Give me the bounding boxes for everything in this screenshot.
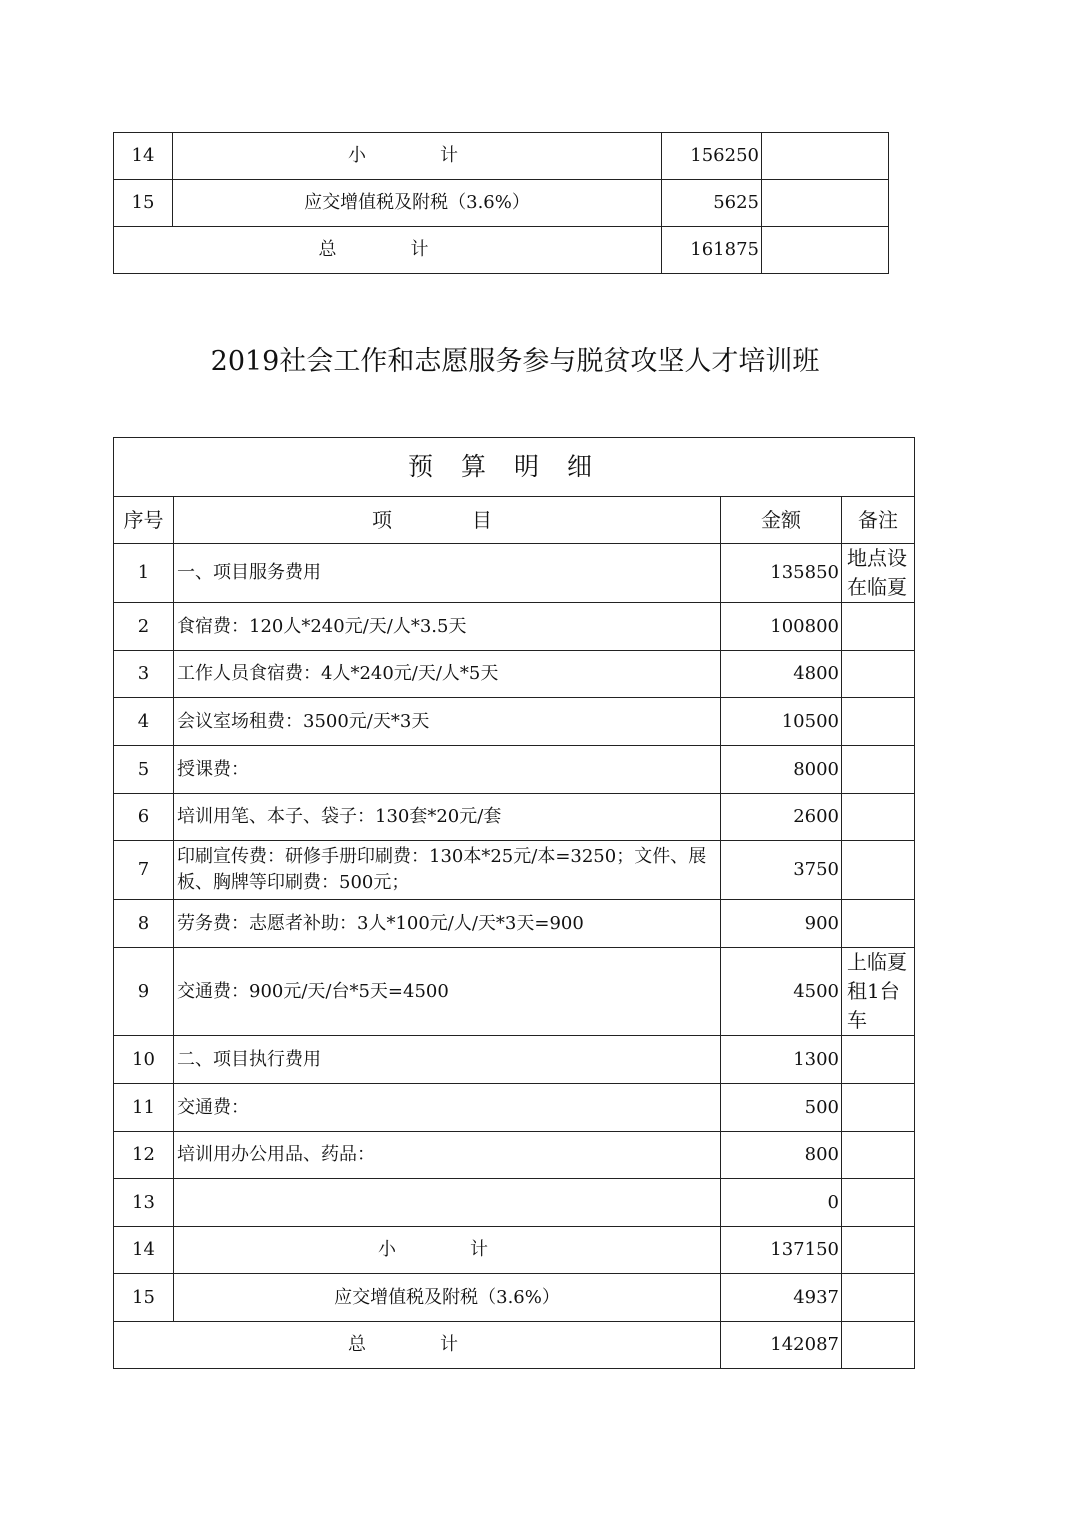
item-cell: 应交增值税及附税（3.6%）	[174, 1274, 721, 1322]
item-cell: 二、项目执行费用	[174, 1036, 721, 1084]
header-item: 项 目	[174, 497, 721, 544]
seq-cell: 8	[114, 900, 174, 948]
table-row	[114, 1084, 915, 1132]
tax-row	[114, 1274, 915, 1322]
total-label: 总 计	[114, 227, 662, 274]
table-row	[114, 841, 915, 900]
note-cell	[842, 1132, 915, 1179]
item-cell: 应交增值税及附税（3.6%）	[173, 180, 662, 227]
total-row	[114, 1322, 915, 1369]
note-cell	[842, 841, 915, 900]
item-cell: 劳务费：志愿者补助：3人*100元/人/天*3天=900	[174, 900, 721, 948]
table-row	[114, 133, 889, 180]
amount-cell: 900	[721, 900, 842, 948]
note-cell	[842, 1322, 915, 1369]
amount-cell: 135850	[721, 544, 842, 603]
note-cell	[842, 1179, 915, 1227]
seq-cell: 14	[114, 1227, 174, 1274]
amount-cell: 156250	[662, 133, 762, 180]
note-cell	[842, 603, 915, 651]
amount-cell: 4500	[721, 948, 842, 1036]
amount-cell: 10500	[721, 698, 842, 746]
total-row	[114, 227, 889, 274]
note-cell	[762, 227, 889, 274]
table-row	[114, 180, 889, 227]
caption-row	[114, 438, 915, 497]
seq-cell: 13	[114, 1179, 174, 1227]
document-title: 2019社会工作和志愿服务参与脱贫攻坚人才培训班	[210, 346, 820, 377]
note-cell	[842, 1036, 915, 1084]
table-row	[114, 746, 915, 794]
table-row	[114, 651, 915, 698]
note-cell: 上临夏租1台车	[842, 948, 915, 1036]
seq-cell: 3	[114, 651, 174, 698]
seq-cell: 7	[114, 841, 174, 900]
seq-cell: 14	[114, 133, 173, 180]
table-row	[114, 544, 915, 603]
amount-cell: 0	[721, 1179, 842, 1227]
seq-cell: 11	[114, 1084, 174, 1132]
total-label: 总 计	[114, 1322, 721, 1369]
note-cell	[842, 746, 915, 794]
amount-cell: 137150	[721, 1227, 842, 1274]
seq-cell: 5	[114, 746, 174, 794]
note-cell	[842, 698, 915, 746]
table-row	[114, 698, 915, 746]
item-cell: 培训用笔、本子、袋子：130套*20元/套	[174, 794, 721, 841]
amount-cell: 2600	[721, 794, 842, 841]
amount-cell: 5625	[662, 180, 762, 227]
header-note: 备注	[842, 497, 915, 544]
seq-cell: 10	[114, 1036, 174, 1084]
amount-cell: 800	[721, 1132, 842, 1179]
note-cell	[842, 794, 915, 841]
item-cell: 印刷宣传费：研修手册印刷费：130本*25元/本=3250；文件、展板、胸牌等印刷费：500元；	[174, 841, 721, 900]
table-row	[114, 900, 915, 948]
amount-cell: 100800	[721, 603, 842, 651]
total-amount: 161875	[662, 227, 762, 274]
seq-cell: 6	[114, 794, 174, 841]
amount-cell: 500	[721, 1084, 842, 1132]
item-cell: 交通费：900元/天/台*5天=4500	[174, 948, 721, 1036]
seq-cell: 15	[114, 180, 173, 227]
item-cell: 培训用办公用品、药品：	[174, 1132, 721, 1179]
item-cell: 食宿费：120人*240元/天/人*3.5天	[174, 603, 721, 651]
budget-table	[113, 437, 915, 1369]
note-cell	[842, 651, 915, 698]
header-amount: 金额	[721, 497, 842, 544]
note-cell	[842, 1084, 915, 1132]
seq-cell: 4	[114, 698, 174, 746]
item-cell: 一、项目服务费用	[174, 544, 721, 603]
table-row	[114, 794, 915, 841]
seq-cell: 1	[114, 544, 174, 603]
note-cell	[842, 1274, 915, 1322]
amount-cell: 4937	[721, 1274, 842, 1322]
note-cell	[842, 900, 915, 948]
item-cell	[174, 1179, 721, 1227]
summary-table-continued	[113, 132, 889, 274]
total-amount: 142087	[721, 1322, 842, 1369]
amount-cell: 3750	[721, 841, 842, 900]
item-cell: 授课费：	[174, 746, 721, 794]
seq-cell: 15	[114, 1274, 174, 1322]
header-seq: 序号	[114, 497, 174, 544]
note-cell	[842, 1227, 915, 1274]
item-cell: 小 计	[174, 1227, 721, 1274]
table-row	[114, 1132, 915, 1179]
seq-cell: 12	[114, 1132, 174, 1179]
subtotal-row	[114, 1227, 915, 1274]
header-row	[114, 497, 915, 544]
table-row	[114, 948, 915, 1036]
item-cell: 会议室场租费：3500元/天*3天	[174, 698, 721, 746]
note-cell	[762, 180, 889, 227]
table-caption: 预算明细	[114, 438, 915, 497]
note-cell: 地点设在临夏	[842, 544, 915, 603]
item-cell: 小 计	[173, 133, 662, 180]
amount-cell: 8000	[721, 746, 842, 794]
table-row	[114, 1179, 915, 1227]
note-cell	[762, 133, 889, 180]
table-row	[114, 1036, 915, 1084]
amount-cell: 1300	[721, 1036, 842, 1084]
seq-cell: 2	[114, 603, 174, 651]
item-cell: 工作人员食宿费：4人*240元/天/人*5天	[174, 651, 721, 698]
seq-cell: 9	[114, 948, 174, 1036]
table-row	[114, 603, 915, 651]
amount-cell: 4800	[721, 651, 842, 698]
item-cell: 交通费：	[174, 1084, 721, 1132]
